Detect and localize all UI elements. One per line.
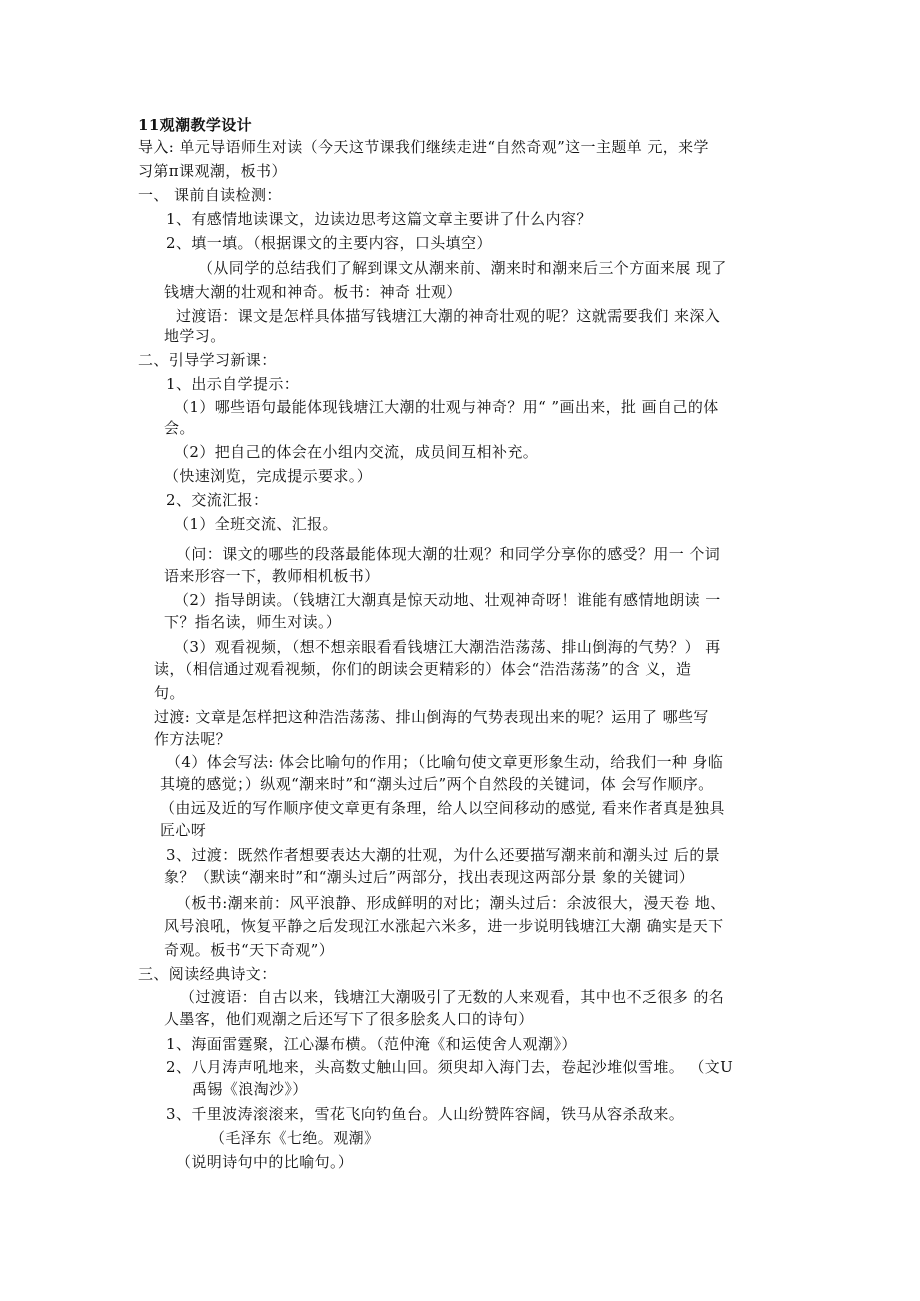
paragraph-line: （毛泽东《七绝。观潮》 <box>210 1129 380 1147</box>
paragraph-line: （2）把自己的体会在小组内交流，成员间互相补充。 <box>174 443 539 461</box>
paragraph-line: 下？指名读，师生对读。） <box>164 613 342 631</box>
intro-line: 导入: 单元导语师生对读（今天这节课我们继续走进“自然奇观”这一主题单 元，来学 <box>138 138 709 156</box>
paragraph-line: （过渡语：自古以来，钱塘江大潮吸引了无数的人来观看，其中也不乏很多 的名 <box>180 988 725 1006</box>
paragraph-line: （2）指导朗读。（钱塘江大潮真是惊天动地、壮观神奇呀！谁能有感情地朗读 一 <box>174 591 721 609</box>
paragraph-line: 3、过渡：既然作者想要表达大潮的壮观，为什么还要描写潮来前和潮头过 后的景 <box>166 846 721 864</box>
paragraph-line: 奇观。板书“天下奇观”） <box>164 941 335 959</box>
paragraph-line: （1）全班交流、汇报。 <box>174 515 338 533</box>
paragraph-line: 读，（相信通过观看视频，你们的朗读会更精彩的）体会“浩浩荡荡”的含 义，造 <box>154 660 692 678</box>
paragraph-line: 钱塘大潮的壮观和神奇。板书：神奇 壮观） <box>164 283 462 301</box>
paragraph-line: （1）哪些语句最能体现钱塘江大潮的壮观与神奇？用“ ”画出来，批 画自己的体 <box>174 398 719 416</box>
paragraph-line: 象？（默读“潮来时”和“潮头过后”两部分，找出表现这两部分景 象的关键词） <box>164 868 695 886</box>
paragraph-line: 过渡: 文章是怎样把这种浩浩荡荡、排山倒海的气势表现出来的呢？运用了 哪些写 <box>154 708 709 726</box>
paragraph-line: 语来形容一下，教师相机板书） <box>164 567 380 585</box>
paragraph-line: （由远及近的写作顺序使文章更有条理，给人以空间移动的感觉, 看来作者真是独具 <box>160 799 725 817</box>
paragraph-line: 地学习。 <box>164 327 226 345</box>
paragraph-line: 禹锡《浪淘沙》） <box>192 1080 308 1098</box>
paragraph-line: 句。 <box>154 684 185 702</box>
list-item: 1、海面雷霆聚，江心瀑布横。（范仲淹《和运使舍人观潮》） <box>166 1035 577 1053</box>
paragraph-line: 作方法呢？ <box>154 730 232 748</box>
paragraph-line: （问：课文的哪些的段落最能体现大潮的壮观？和同学分享你的感受？用一 个词 <box>176 545 721 563</box>
list-item: 2、填一填。（根据课文的主要内容，口头填空） <box>166 234 492 252</box>
list-item: 2、交流汇报： <box>166 491 269 509</box>
section-heading: 一、 课前自读检测： <box>138 186 282 204</box>
list-item: 1、有感情地读课文，边读边思考这篇文章主要讲了什么内容？ <box>166 210 592 228</box>
paragraph-line: 人墨客，他们观潮之后还写下了很多脍炙人口的诗句） <box>164 1010 534 1028</box>
paragraph-line: 会。 <box>164 419 195 437</box>
paragraph-line: （从同学的总结我们了解到课文从潮来前、潮来时和潮来后三个方面来展 现了 <box>198 259 727 277</box>
intro-line: 习第π课观潮，板书） <box>138 162 287 180</box>
paragraph-line: （板书:潮来前：风平浪静、形成鲜明的对比；潮头过后：余波很大，漫天卷 地、 <box>176 894 726 912</box>
doc-title: 11观潮教学设计 <box>138 116 253 134</box>
paragraph-line: 过渡语：课文是怎样具体描写钱塘江大潮的神奇壮观的呢？这就需要我们 来深入 <box>176 307 721 325</box>
paragraph-line: 匠心呀 <box>160 821 207 839</box>
paragraph-line: （3）观看视频，（想不想亲眼看看钱塘江大潮浩浩荡荡、排山倒海的气势？） 再 <box>174 638 721 656</box>
list-item: 1、出示自学提示： <box>166 375 300 393</box>
paragraph-line: 其境的感觉；）纵观“潮来时”和“潮头过后”两个自然段的关键词，体 会写作顺序。 <box>160 775 714 793</box>
paragraph-line: （4）体会写法: 体会比喻句的作用；（比喻句使文章更形象生动，给我们一种 身临 <box>166 753 724 771</box>
section-heading: 二、引导学习新课： <box>138 351 277 369</box>
section-heading: 三、阅读经典诗文： <box>138 965 277 983</box>
paragraph-line: 风号浪吼，恢复平静之后发现江水涨起六米多，进一步说明钱塘江大潮 确实是天下 <box>164 917 724 935</box>
list-item: 3、千里波涛滚滚来，雪花飞向钓鱼台。人山纷赞阵容阔，铁马从容杀敌来。 <box>166 1105 685 1123</box>
list-item: 2、八月涛声吼地来，头高数丈触山回。须臾却入海门去，卷起沙堆似雪堆。 （文U <box>166 1058 734 1076</box>
paragraph-line: （快速浏览，完成提示要求。） <box>164 467 373 485</box>
paragraph-line: （说明诗句中的比喻句。） <box>176 1153 354 1171</box>
